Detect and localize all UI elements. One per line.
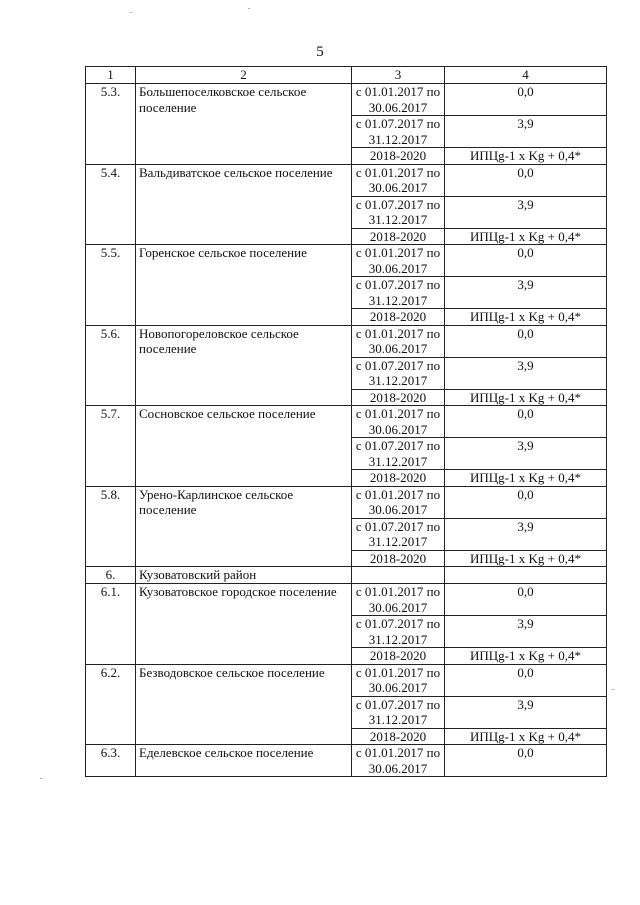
value-cell: 3,9 [445,196,607,228]
value-cell: 3,9 [445,616,607,648]
table-row [86,406,607,438]
period-cell: с 01.01.2017 по 30.06.2017 [352,584,445,616]
value-cell: 3,9 [445,438,607,470]
table-row [86,567,607,584]
period-cell: 2018-2020 [352,148,445,165]
table-row [86,84,607,116]
value-cell: 0,0 [445,84,607,116]
value-cell: 0,0 [445,406,607,438]
row-number: 5.6. [86,325,136,406]
value-cell: ИПЦg-1 x Kg + 0,4* [445,728,607,745]
row-number: 6.2. [86,664,136,745]
table-row [86,584,607,616]
table-row [86,164,607,196]
header-cell-4: 4 [445,67,607,84]
row-number: 5.4. [86,164,136,245]
value-cell: 0,0 [445,245,607,277]
value-cell: 0,0 [445,325,607,357]
settlement-name: Урено-Карлинское сельское поселение [136,486,352,567]
row-number: 5.5. [86,245,136,326]
header-cell-2: 2 [136,67,352,84]
header-row [86,67,607,84]
page-number: 5 [316,44,324,60]
period-cell: 2018-2020 [352,470,445,487]
table-row [86,325,607,357]
value-cell: 0,0 [445,486,607,518]
value-cell: ИПЦg-1 x Kg + 0,4* [445,470,607,487]
period-cell: 2018-2020 [352,728,445,745]
period-cell: 2018-2020 [352,550,445,567]
value-cell: ИПЦg-1 x Kg + 0,4* [445,148,607,165]
table-row [86,486,607,518]
value-cell: 3,9 [445,518,607,550]
page-bottom-space [85,847,606,849]
settlement-name: Безводовское сельское поселение [136,664,352,745]
settlement-name: Горенское сельское поселение [136,245,352,326]
period-cell: с 01.01.2017 по 30.06.2017 [352,664,445,696]
value-cell: ИПЦg-1 x Kg + 0,4* [445,550,607,567]
row-number: 5.7. [86,406,136,487]
value-cell: ИПЦg-1 x Kg + 0,4* [445,309,607,326]
tariff-table [85,66,607,777]
header-cell-3: 3 [352,67,445,84]
period-cell: с 01.01.2017 по 30.06.2017 [352,325,445,357]
scan-speck [612,689,614,690]
period-cell: с 01.01.2017 по 30.06.2017 [352,745,445,777]
period-cell: с 01.07.2017 по 31.12.2017 [352,357,445,389]
row-number: 5.8. [86,486,136,567]
period-cell: с 01.07.2017 по 31.12.2017 [352,616,445,648]
value-cell: 3,9 [445,277,607,309]
value-cell: 0,0 [445,664,607,696]
period-cell: с 01.01.2017 по 30.06.2017 [352,84,445,116]
table-row [86,664,607,696]
period-cell: 2018-2020 [352,648,445,665]
scan-speck [40,778,42,779]
table-row [86,745,607,777]
table-row [86,245,607,277]
header-cell-1: 1 [86,67,136,84]
settlement-name: Сосновское сельское поселение [136,406,352,487]
scan-speck [248,8,250,9]
value-cell: ИПЦg-1 x Kg + 0,4* [445,228,607,245]
settlement-name: Большепоселковское сельское поселение [136,84,352,165]
period-cell: с 01.07.2017 по 31.12.2017 [352,696,445,728]
settlement-name: Еделевское сельское поселение [136,745,352,777]
row-number: 6. [86,567,136,584]
value-cell: 0,0 [445,745,607,777]
tariff-table-body [86,67,607,777]
period-cell: с 01.01.2017 по 30.06.2017 [352,164,445,196]
value-cell: 0,0 [445,164,607,196]
period-cell: с 01.01.2017 по 30.06.2017 [352,406,445,438]
value-cell: 3,9 [445,116,607,148]
value-cell: 0,0 [445,584,607,616]
period-cell: с 01.07.2017 по 31.12.2017 [352,196,445,228]
settlement-name: Кузоватовское городское поселение [136,584,352,665]
period-cell: 2018-2020 [352,309,445,326]
period-cell: с 01.01.2017 по 30.06.2017 [352,486,445,518]
period-cell: 2018-2020 [352,389,445,406]
value-cell: ИПЦg-1 x Kg + 0,4* [445,389,607,406]
settlement-name: Новопогореловское сельское поселение [136,325,352,406]
scan-speck [130,12,132,13]
period-cell: с 01.07.2017 по 31.12.2017 [352,438,445,470]
value-cell [445,567,607,584]
row-number: 6.1. [86,584,136,665]
row-number: 6.3. [86,745,136,777]
period-cell: с 01.07.2017 по 31.12.2017 [352,116,445,148]
value-cell: 3,9 [445,357,607,389]
period-cell: с 01.01.2017 по 30.06.2017 [352,245,445,277]
period-cell: с 01.07.2017 по 31.12.2017 [352,277,445,309]
settlement-name: Вальдиватское сельское поселение [136,164,352,245]
row-number: 5.3. [86,84,136,165]
value-cell: ИПЦg-1 x Kg + 0,4* [445,648,607,665]
period-cell [352,567,445,584]
settlement-name: Кузоватовский район [136,567,352,584]
value-cell: 3,9 [445,696,607,728]
period-cell: 2018-2020 [352,228,445,245]
period-cell: с 01.07.2017 по 31.12.2017 [352,518,445,550]
